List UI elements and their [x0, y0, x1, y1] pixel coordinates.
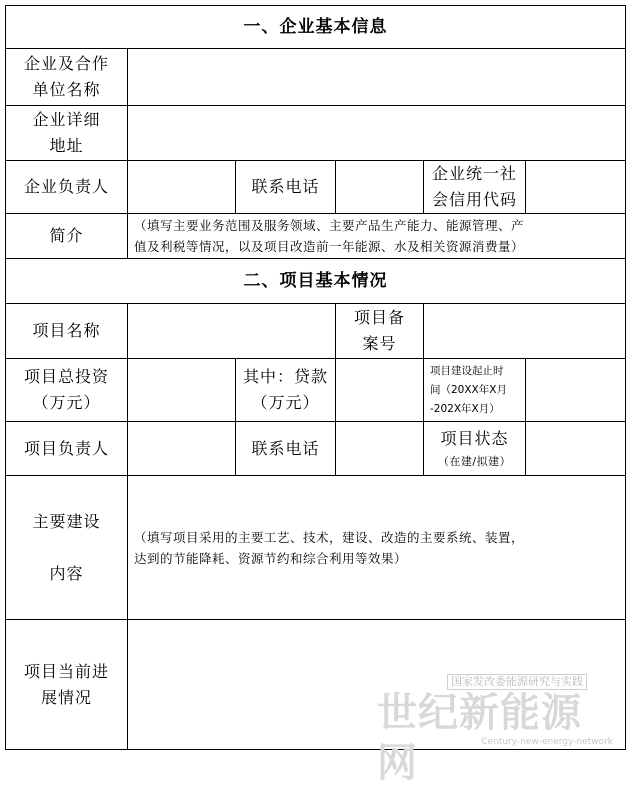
record-no-label: 项目备 案号: [335, 303, 424, 359]
total-investment-label: 项目总投资 （万元）: [5, 358, 128, 422]
construction-period-value: [525, 358, 626, 422]
company-intro-label: 简介: [5, 213, 128, 259]
construction-content-label: 主要建设 内容: [5, 475, 128, 620]
project-status-cell: [423, 421, 526, 476]
construction-content-note: （填写项目采用的主要工艺、技术，建设、改造的主要系统、装置， 达到的节能降耗、资源节约和综合利用等效果）: [127, 475, 626, 620]
project-phone-label: 联系电话: [235, 421, 336, 476]
project-leader-label: 项目负责人: [5, 421, 128, 476]
watermark: [377, 674, 627, 786]
progress-label: 项目当前进 展情况: [5, 619, 128, 750]
project-leader-value: [127, 421, 236, 476]
loan-value: [335, 358, 424, 422]
company-intro-note: （填写主要业务范围及服务领域、主要产品生产能力、能源管理、产 值及利税等情况，以及项目改造前一年能源、水及相关资源消费量）: [127, 213, 626, 259]
watermark-logo-text: 世纪新能源网: [377, 690, 582, 786]
section2-title: 二、项目基本情况: [5, 258, 626, 304]
construction-period-label: 项目建设起止时 间（20XX年X月 -202X年X月）: [423, 358, 526, 422]
company-address-value: [127, 105, 626, 161]
company-phone-value: [335, 160, 424, 214]
project-name-value: [127, 303, 336, 359]
watermark-sub-text: Century-new-energy-network: [481, 737, 613, 747]
project-status-hint: （在建/拟建）: [437, 454, 512, 468]
credit-code-label: 企业统一社 会信用代码: [423, 160, 526, 214]
project-name-label: 项目名称: [5, 303, 128, 359]
loan-label: 其中：贷款 （万元）: [235, 358, 336, 422]
project-status-label: 项目状态: [440, 428, 509, 448]
project-application-form: [5, 5, 626, 750]
company-leader-value: [127, 160, 236, 214]
company-leader-label: 企业负责人: [5, 160, 128, 214]
company-phone-label: 联系电话: [235, 160, 336, 214]
record-no-value: [423, 303, 626, 359]
total-investment-value: [127, 358, 236, 422]
company-name-label: 企业及合作 单位名称: [5, 48, 128, 106]
project-phone-value: [335, 421, 424, 476]
section1-title: 一、企业基本信息: [5, 5, 626, 49]
watermark-top-text: 国家发改委能源研究与实践: [447, 674, 587, 690]
company-name-value: [127, 48, 626, 106]
company-address-label: 企业详细 地址: [5, 105, 128, 161]
project-status-value: [525, 421, 626, 476]
credit-code-value: [525, 160, 626, 214]
